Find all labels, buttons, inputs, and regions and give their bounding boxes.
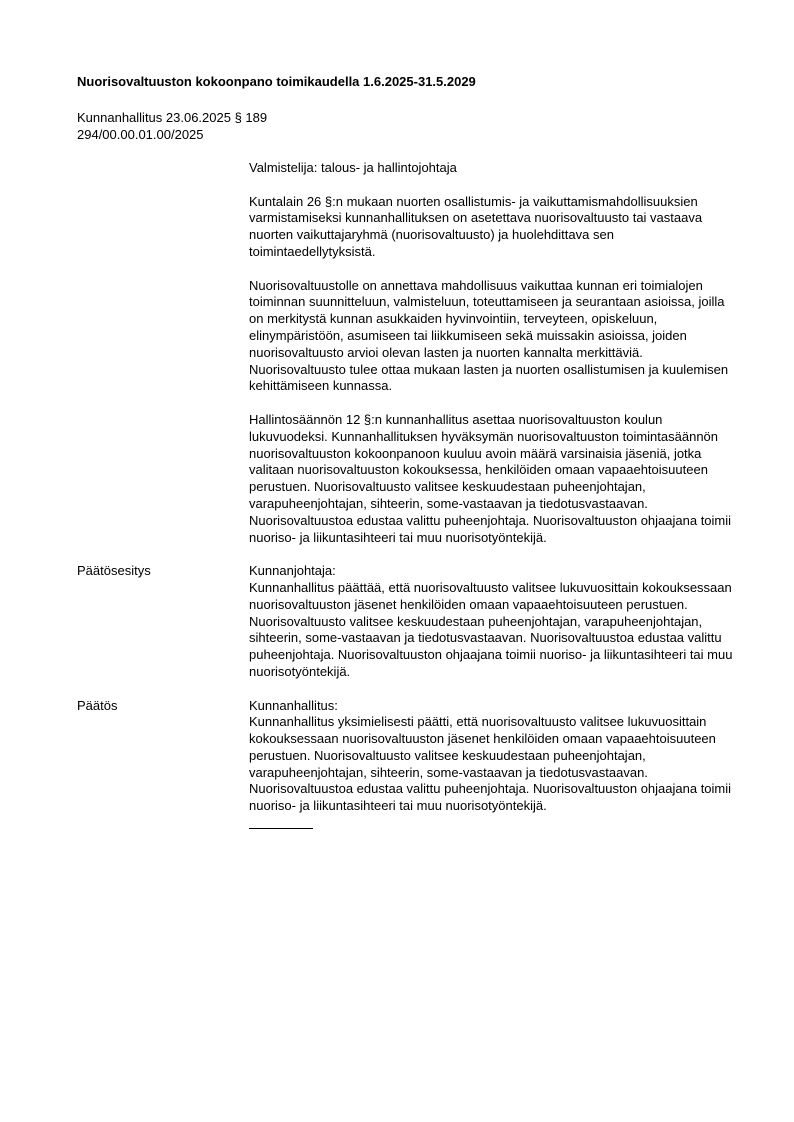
proposal-text: Kunnanhallitus päättää, että nuorisovaltuusto valitsee lukuvuosittain kokouksessaan nuorisovaltuuston jäsenet henkilöiden omaan vapaaehtoisuuteen perustuen. Nuorisovaltuusto valitsee keskuudestaan puheenjohtajan, varapuheenjohtajan, sihteerin, some-vastaavan ja tiedotusvastaavan. Nuorisovaltuustoa edustaa valittu puheenjohtaja. Nuorisovaltuuston ohjaajana toimii nuoriso- ja liikuntasihteeri tai muu nuorisotyöntekijä. (249, 579, 733, 679)
proposal-content (249, 563, 734, 681)
paragraph-rules: Hallintosäännön 12 §:n kunnanhallitus asettaa nuorisovaltuuston koulun lukuvuodeksi. Kunnanhallituksen hyväksymän nuorisovaltuuston toimintasäännön nuorisovaltuuston kokoonpanoon kuuluu avoin määrä varsinaisia jäseniä, jotka valitaan nuorisovaltuuston kokouksessa, henkilöiden omaan vapaaehtoisuuteen perustuen. Nuorisovaltuusto valitsee keskuudestaan puheenjohtajan, varapuheenjohtajan, sihteerin, some-vastaavan ja tiedotusvastaavan. Nuorisovaltuustoa edustaa valittu puheenjohtaja. Nuorisovaltuuston ohjaajana toimii nuoriso- ja liikuntasihteeri tai muu nuorisotyöntekijä. (249, 411, 732, 545)
decision-speaker: Kunnanhallitus: (249, 697, 338, 713)
proposal-section (77, 563, 734, 681)
end-divider (249, 828, 313, 829)
paragraph-influence: Nuorisovaltuustolle on annettava mahdollisuus vaikuttaa kunnan eri toimialojen toiminnan suunnitteluun, valmisteluun, toteuttamiseen ja seurantaan asioissa, joilla on merkitystä kunnan asukkaiden hyvinvointiin, terveyteen, opiskeluun, elinympäristöön, asumiseen tai liikkumiseen sekä muissakin asioissa, joiden nuorisovaltuusto arvioi olevan lasten ja nuorten kannalta merkittäviä. Nuorisovaltuusto tulee ottaa mukaan lasten ja nuorten osallistumisen ja kuulemisen kehittämiseen kunnassa. (249, 277, 729, 394)
proposal-speaker: Kunnanjohtaja: (249, 563, 336, 579)
meeting-meta (77, 110, 267, 143)
proposal-label: Päätösesitys (77, 563, 151, 579)
decision-text: Kunnanhallitus yksimielisesti päätti, että nuorisovaltuusto valitsee lukuvuosittain kokouksessaan nuorisovaltuuston jäsenet henkilöiden omaan vapaaehtoisuuteen perustuen. Nuorisovaltuusto valitsee keskuudestaan puheenjohtajan, varapuheenjohtajan, sihteerin, some-vastaavan ja tiedotusvastaavan. Nuorisovaltuustoa edustaa valittu puheenjohtaja. Nuorisovaltuuston ohjaajana toimii nuoriso- ja liikuntasihteeri tai muu nuorisotyöntekijä. (249, 714, 732, 814)
document-title: Nuorisovaltuuston kokoonpano toimikaudella 1.6.2025-31.5.2029 (77, 74, 476, 89)
document-body (77, 160, 734, 829)
decision-label: Päätös (77, 697, 118, 713)
preparer-line: Valmistelija: talous- ja hallintojohtaja (249, 160, 457, 175)
paragraph-law: Kuntalain 26 §:n mukaan nuorten osallistumis- ja vaikuttamismahdollisuuksien varmistamiseksi kunnanhallituksen on asetettava nuorisovaltuusto tai vastaava nuorten vaikuttajaryhmä (nuorisovaltuusto) ja huolehdittava sen toimintaedellytyksistä. (249, 193, 703, 259)
decision-content (249, 698, 734, 816)
record-number: 294/00.00.01.00/2025 (77, 126, 204, 142)
decision-section (77, 697, 734, 816)
meeting-reference: Kunnanhallitus 23.06.2025 § 189 (77, 110, 268, 125)
